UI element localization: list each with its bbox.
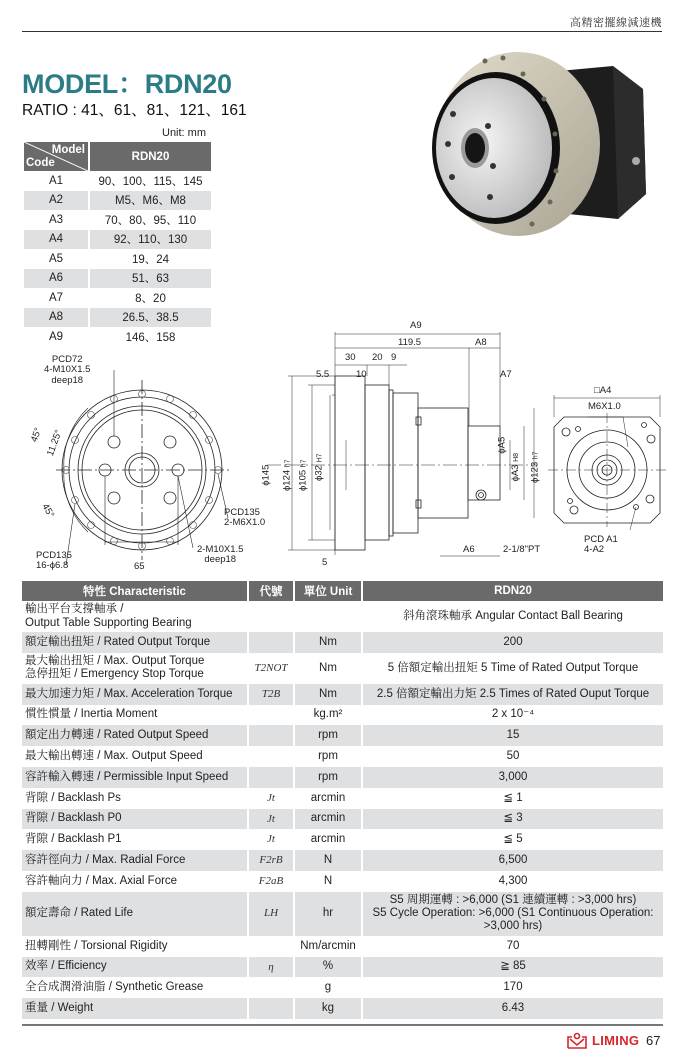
spec-row (22, 829, 663, 850)
characteristic-cell: 效率 / Efficiency (22, 957, 248, 978)
characteristic-cell: 重量 / Weight (22, 998, 248, 1019)
label-pcd135-holes: PCD135 16-ϕ6.8 (36, 550, 72, 572)
value-cell: 8、20 (135, 292, 166, 305)
code-cell: A3 (24, 210, 89, 230)
ratio-list: RATIO : 41、61、81、121、161 (22, 102, 247, 119)
label-a9: A9 (410, 320, 422, 331)
spec-row (22, 892, 663, 936)
symbol-cell: Jt (248, 829, 294, 850)
label-a7: A7 (500, 369, 512, 380)
unit-cell (294, 601, 362, 632)
label-20: 20 (372, 352, 383, 363)
spec-row (22, 653, 663, 684)
unit-cell: % (294, 957, 362, 978)
dimension-code-table (24, 142, 211, 347)
label-dim-65: 65 (134, 561, 145, 572)
value-cell: 70 (506, 939, 520, 952)
header-rdn20: RDN20 (362, 581, 663, 601)
symbol-cell: LH (248, 892, 294, 936)
spec-row (22, 767, 663, 788)
spec-row (22, 850, 663, 871)
brand-name: LIMING (592, 1032, 640, 1048)
unit-cell: Nm/arcmin (294, 936, 362, 957)
value-cell: 斜角滾珠軸承 Angular Contact Ball Bearing (403, 609, 623, 622)
unit-cell: Nm (294, 684, 362, 705)
value-cell: 146、158 (125, 331, 176, 344)
header-symbol: 代號 (248, 581, 294, 601)
label-angle-11: 11.25° (44, 428, 65, 458)
characteristic-cell: 容許徑向力 / Max. Radial Force (22, 850, 248, 871)
characteristic-cell: 背隙 / Backlash Ps (22, 788, 248, 809)
characteristic-cell: 背隙 / Backlash P1 (22, 829, 248, 850)
value-cell: ≦ 1 (503, 791, 523, 804)
value-cell: 200 (362, 632, 663, 653)
symbol-cell: Jt (248, 788, 294, 809)
code-cell: A6 (24, 269, 89, 289)
label-phi124: ϕ124 h7 (281, 459, 293, 492)
label-phi105: ϕ105 h7 (297, 459, 309, 492)
characteristic-cell: 額定出力轉速 / Rated Output Speed (22, 725, 248, 746)
label-10: 10 (356, 369, 367, 380)
symbol-cell (248, 936, 294, 957)
unit-cell: kg.m² (294, 705, 362, 726)
characteristic-cell: 輸出平台支撐軸承 / Output Table Supporting Bearing (22, 601, 248, 632)
symbol-cell (248, 601, 294, 632)
label-5-5: 5.5 (316, 369, 330, 380)
value-cell: 15 (362, 725, 663, 746)
model-separator: ： (118, 69, 145, 99)
rear-view-drawing (548, 395, 668, 530)
code-table-row (24, 288, 211, 308)
spec-row (22, 632, 663, 653)
label-m10-bottom: 2-M10X1.5 deep18 (197, 544, 244, 566)
header-unit: 單位 Unit (294, 581, 362, 601)
value-cell: 26.5、38.5 (89, 308, 211, 328)
characteristic-cell: 額定壽命 / Rated Life (22, 892, 248, 936)
characteristic-cell: 最大輸出扭矩 / Max. Output Torque 急停扭矩 / Emergency Stop Torque (22, 653, 248, 684)
characteristic-cell: 背隙 / Backlash P0 (22, 809, 248, 830)
value-cell: 50 (506, 749, 520, 762)
unit-cell: arcmin (294, 788, 362, 809)
label-pcd135-m6: PCD135 2-M6X1.0 (224, 507, 266, 529)
unit-cell: g (294, 977, 362, 998)
symbol-cell (248, 998, 294, 1019)
spec-row (22, 725, 663, 746)
label-pcd72: PCD72 4-M10X1.5 deep18 (44, 354, 91, 386)
characteristic-cell: 扭轉剛性 / Torsional Rigidity (22, 936, 248, 957)
label-9: 9 (391, 352, 397, 363)
value-cell: M5、M6、M8 (89, 191, 211, 211)
unit-cell: Nm (294, 653, 362, 684)
specification-table (22, 581, 663, 1019)
value-cell: S5 周期運轉 : >6,000 (S1 連續運轉 : >3,000 hrs) S5 Cycle Operation: >6,000 (S1 Continuous Operation: >3,000 hrs) (362, 892, 663, 936)
value-cell: ≦ 3 (362, 809, 663, 830)
label-phi123: ϕ123 h7 (529, 451, 541, 484)
code-table-row (24, 210, 211, 230)
label-phiA5: ϕA5 (496, 436, 508, 454)
spec-row (22, 936, 663, 957)
code-table-row (24, 230, 211, 250)
label-pt: 2-1/8"PT (503, 544, 541, 555)
model-title (22, 62, 232, 101)
code-table-row (24, 269, 211, 289)
diagonal-header-cell (24, 142, 89, 171)
label-a6: A6 (463, 544, 475, 555)
label-phi32: ϕ32 H7 (313, 453, 325, 481)
symbol-cell: T2NOT (248, 653, 294, 684)
unit-cell: arcmin (294, 809, 362, 830)
code-cell: A9 (24, 327, 89, 347)
value-cell: 70、80、95、110 (104, 214, 197, 227)
code-cell: A1 (24, 171, 89, 191)
header-model: Model (51, 144, 85, 156)
label-phi145: ϕ145 (260, 464, 272, 486)
label-30: 30 (345, 352, 356, 363)
characteristic-cell: 最大輸出轉速 / Max. Output Speed (22, 746, 248, 767)
code-table-row (24, 191, 211, 211)
label-m6-rear: M6X1.0 (588, 401, 621, 412)
spec-row (22, 788, 663, 809)
symbol-cell: F2rB (248, 850, 294, 871)
unit-cell: rpm (294, 746, 362, 767)
header-characteristic: 特性 Characteristic (22, 581, 248, 601)
value-cell: 2 x 10⁻⁴ (491, 708, 535, 721)
unit-cell: kg (294, 998, 362, 1019)
label-5: 5 (322, 557, 328, 568)
code-table-row (24, 249, 211, 269)
header-rdn20: RDN20 (89, 142, 211, 171)
code-table-row (24, 327, 211, 347)
symbol-cell (248, 746, 294, 767)
value-cell: ≧ 85 (362, 957, 663, 978)
value-cell: 4,300 (498, 874, 528, 887)
code-cell: A5 (24, 249, 89, 269)
spec-row (22, 977, 663, 998)
unit-cell: rpm (294, 725, 362, 746)
code-table-row (24, 171, 211, 191)
spec-row (22, 871, 663, 892)
code-cell: A4 (24, 230, 89, 250)
model-name: RDN20 (144, 69, 232, 99)
value-cell: 51、63 (89, 269, 211, 289)
unit-cell: hr (294, 892, 362, 936)
spec-row (22, 746, 663, 767)
spec-row (22, 957, 663, 978)
symbol-cell (248, 767, 294, 788)
unit-cell: N (294, 850, 362, 871)
unit-label: Unit: mm (162, 127, 206, 139)
code-table-row (24, 308, 211, 328)
spec-row (22, 601, 663, 632)
value-cell: 170 (503, 981, 523, 994)
code-cell: A2 (24, 191, 89, 211)
unit-cell: N (294, 871, 362, 892)
label-a8: A8 (475, 337, 487, 348)
value-cell: 6.43 (362, 998, 663, 1019)
value-cell: 6,500 (362, 850, 663, 871)
value-cell: 92、110、130 (89, 230, 211, 250)
label-119-5: 119.5 (398, 337, 422, 348)
value-cell: 3,000 (362, 767, 663, 788)
unit-cell: rpm (294, 767, 362, 788)
code-cell: A8 (24, 308, 89, 328)
label-square-a4: □A4 (594, 385, 612, 396)
product-photo (428, 44, 660, 236)
label-angle-45-bottom: 45° (39, 501, 57, 520)
characteristic-cell: 慣性慣量 / Inertia Moment (22, 705, 248, 726)
characteristic-cell: 全合成潤滑油脂 / Synthetic Grease (22, 977, 248, 998)
characteristic-cell: 容許軸向力 / Max. Axial Force (22, 871, 248, 892)
symbol-cell: Jt (248, 809, 294, 830)
unit-cell: arcmin (294, 829, 362, 850)
label-pcd-a1: PCD A1 4-A2 (584, 534, 618, 556)
header-code: Code (26, 157, 55, 169)
header-divider (22, 31, 662, 32)
label-angle-45-top: 45° (28, 426, 45, 444)
spec-row (22, 684, 663, 705)
symbol-cell: F2aB (248, 871, 294, 892)
spec-row (22, 809, 663, 830)
unit-cell: Nm (294, 632, 362, 653)
symbol-cell (248, 705, 294, 726)
label-phiA3: ϕA3 H8 (510, 452, 522, 482)
code-cell: A7 (24, 288, 89, 308)
symbol-cell (248, 725, 294, 746)
model-label: MODEL (22, 69, 118, 99)
spec-row (22, 998, 663, 1019)
spec-row (22, 705, 663, 726)
characteristic-cell: 額定輸出扭矩 / Rated Output Torque (22, 632, 248, 653)
characteristic-cell: 最大加速力矩 / Max. Acceleration Torque (22, 684, 248, 705)
symbol-cell (248, 632, 294, 653)
symbol-cell (248, 977, 294, 998)
value-cell: 19、24 (131, 253, 170, 266)
table-bottom-rule (22, 1024, 663, 1026)
symbol-cell: T2B (248, 684, 294, 705)
brand-logo (566, 1031, 639, 1049)
value-cell: 90、100、115、145 (98, 175, 203, 188)
value-cell: 2.5 倍額定輸出力矩 2.5 Times of Rated Ouput Torque (362, 684, 663, 705)
value-cell: 5 倍額定輸出扭矩 5 Time of Rated Output Torque (387, 661, 639, 674)
characteristic-cell: 容許輸入轉速 / Permissible Input Speed (22, 767, 248, 788)
catalog-section-title: 高精密擺線減速機 (570, 17, 662, 29)
page-number: 67 (646, 1033, 661, 1048)
symbol-cell: η (248, 957, 294, 978)
liming-logo-icon (566, 1031, 588, 1049)
value-cell: ≦ 5 (503, 833, 523, 846)
